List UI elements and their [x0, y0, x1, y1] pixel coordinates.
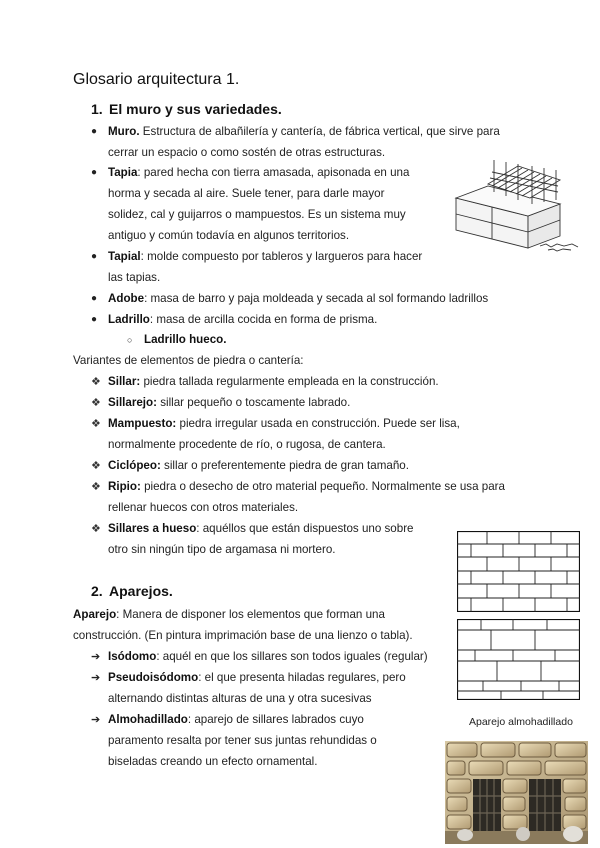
- term: Ladrillo: [108, 313, 150, 326]
- definition: : aquél en que los sillares son todos iguales (regular): [156, 650, 428, 663]
- section-1-number: 1.: [91, 101, 103, 117]
- sub-item-ladrillo-hueco: [144, 329, 226, 350]
- aparejo-definition-cont: construcción. (En pintura imprimación base de una lienzo o tabla).: [73, 629, 413, 642]
- list-item-almohadillado: [108, 709, 364, 730]
- sub-item-term: Ladrillo hueco.: [144, 333, 227, 346]
- bullet-icon: ●: [91, 126, 98, 137]
- definition: : el que presenta hiladas regulares, pero: [198, 671, 406, 684]
- list-item-sillares-a-hueso-cont: otro sin ningún tipo de argamasa ni mortero.: [108, 543, 336, 556]
- list-item-ciclopeo: [108, 455, 409, 476]
- almohadillado-caption: Aparejo almohadillado: [469, 716, 573, 728]
- definition: sillar pequeño o toscamente labrado.: [156, 396, 351, 409]
- list-item-ripio: [108, 476, 505, 497]
- definition: piedra irregular usada en construcción. Puede ser lisa,: [176, 417, 460, 430]
- almohadillado-photo: [445, 741, 588, 844]
- pseudoisodomo-pattern-illustration: [457, 619, 580, 700]
- term: Isódomo: [108, 650, 157, 663]
- list-item-tapia-cont: solidez, cal y guijarros o mampuestos. Es un sistema muy: [108, 208, 406, 221]
- list-item-almohadillado-cont: paramento resalta por tener sus juntas rehundidas o: [108, 734, 377, 747]
- arrow-bullet-icon: ➔: [91, 672, 101, 684]
- definition: piedra o desecho de otro material pequeño. Normalmente se usa para: [140, 480, 505, 493]
- definition: : molde compuesto por tableros y largueros para hacer: [140, 250, 423, 263]
- list-item-muro-cont: cerrar un espacio o como sostén de otras estructuras.: [108, 146, 386, 159]
- definition: : aquéllos que están dispuestos uno sobre: [196, 522, 414, 535]
- term: Sillares a hueso: [108, 522, 197, 535]
- section-2-title: Aparejos.: [109, 583, 173, 599]
- circle-bullet-icon: ○: [127, 335, 133, 345]
- list-item-tapia-cont: antiguo y común todavía en algunos territorios.: [108, 229, 350, 242]
- definition: : masa de barro y paja moldeada y secada al sol formando ladrillos: [144, 292, 489, 305]
- list-item-almohadillado-cont: biseladas creando un efecto ornamental.: [108, 755, 318, 768]
- list-item-mampuesto: [108, 413, 460, 434]
- term: Tapial: [108, 250, 141, 263]
- list-item-adobe: [108, 288, 488, 309]
- definition: : masa de arcilla cocida en forma de prisma.: [149, 313, 378, 326]
- term: Aparejo: [73, 608, 117, 621]
- term: Pseudoisódomo: [108, 671, 199, 684]
- term: Adobe: [108, 292, 145, 305]
- list-item-pseudoisodomo-cont: alternando distintas alturas de una y otra sucesivas: [108, 692, 372, 705]
- term: Muro.: [108, 125, 140, 138]
- definition: : aparejo de sillares labrados cuyo: [187, 713, 364, 726]
- definition: sillar o preferentemente piedra de gran tamaño.: [160, 459, 409, 472]
- term: Almohadillado: [108, 713, 188, 726]
- tapia-illustration: [448, 158, 588, 253]
- list-item-isodomo: [108, 646, 428, 667]
- list-item-sillar: [108, 371, 439, 392]
- diamond-bullet-icon: ❖: [91, 481, 101, 493]
- section-2-number: 2.: [91, 583, 103, 599]
- definition: piedra tallada regularmente empleada en la construcción.: [140, 375, 439, 388]
- list-item-pseudoisodomo: [108, 667, 406, 688]
- term: Mampuesto:: [108, 417, 177, 430]
- list-item-tapial: [108, 246, 422, 267]
- page-title: Glosario arquitectura 1.: [73, 71, 240, 88]
- aparejo-definition: [73, 604, 385, 625]
- section-1-title: El muro y sus variedades.: [109, 101, 282, 117]
- list-item-ripio-cont: rellenar huecos con otros materiales.: [108, 501, 299, 514]
- bullet-icon: ●: [91, 167, 98, 178]
- definition: : Manera de disponer los elementos que forman una: [116, 608, 385, 621]
- isodomo-pattern-illustration: [457, 531, 580, 612]
- list-item-tapial-cont: las tapias.: [108, 271, 161, 284]
- diamond-bullet-icon: ❖: [91, 523, 101, 535]
- list-item-sillares-a-hueso: [108, 518, 414, 539]
- diamond-bullet-icon: ❖: [91, 376, 101, 388]
- list-item-sillarejo: [108, 392, 350, 413]
- definition: Estructura de albañilería y cantería, de fábrica vertical, que sirve para: [139, 125, 500, 138]
- diamond-bullet-icon: ❖: [91, 418, 101, 430]
- term: Ciclópeo:: [108, 459, 161, 472]
- term: Sillar:: [108, 375, 141, 388]
- bullet-icon: ●: [91, 251, 98, 262]
- section-2-heading: [91, 583, 173, 599]
- diamond-bullet-icon: ❖: [91, 460, 101, 472]
- stone-variants-intro: Variantes de elementos de piedra o cantería:: [73, 354, 304, 367]
- bullet-icon: ●: [91, 293, 98, 304]
- term: Sillarejo:: [108, 396, 157, 409]
- term: Ripio:: [108, 480, 141, 493]
- list-item-ladrillo: [108, 309, 377, 330]
- list-item-tapia-cont: horma y secada al aire. Suele tener, para darle mayor: [108, 187, 385, 200]
- list-item-mampuesto-cont: normalmente procedente de río, o rugosa, de cantera.: [108, 438, 386, 451]
- list-item-tapia: [108, 162, 409, 183]
- arrow-bullet-icon: ➔: [91, 714, 101, 726]
- arrow-bullet-icon: ➔: [91, 651, 101, 663]
- section-1-heading: [91, 101, 282, 117]
- list-item-muro: [108, 121, 500, 142]
- term: Tapia: [108, 166, 138, 179]
- diamond-bullet-icon: ❖: [91, 397, 101, 409]
- definition: : pared hecha con tierra amasada, apisonada en una: [137, 166, 410, 179]
- bullet-icon: ●: [91, 314, 98, 325]
